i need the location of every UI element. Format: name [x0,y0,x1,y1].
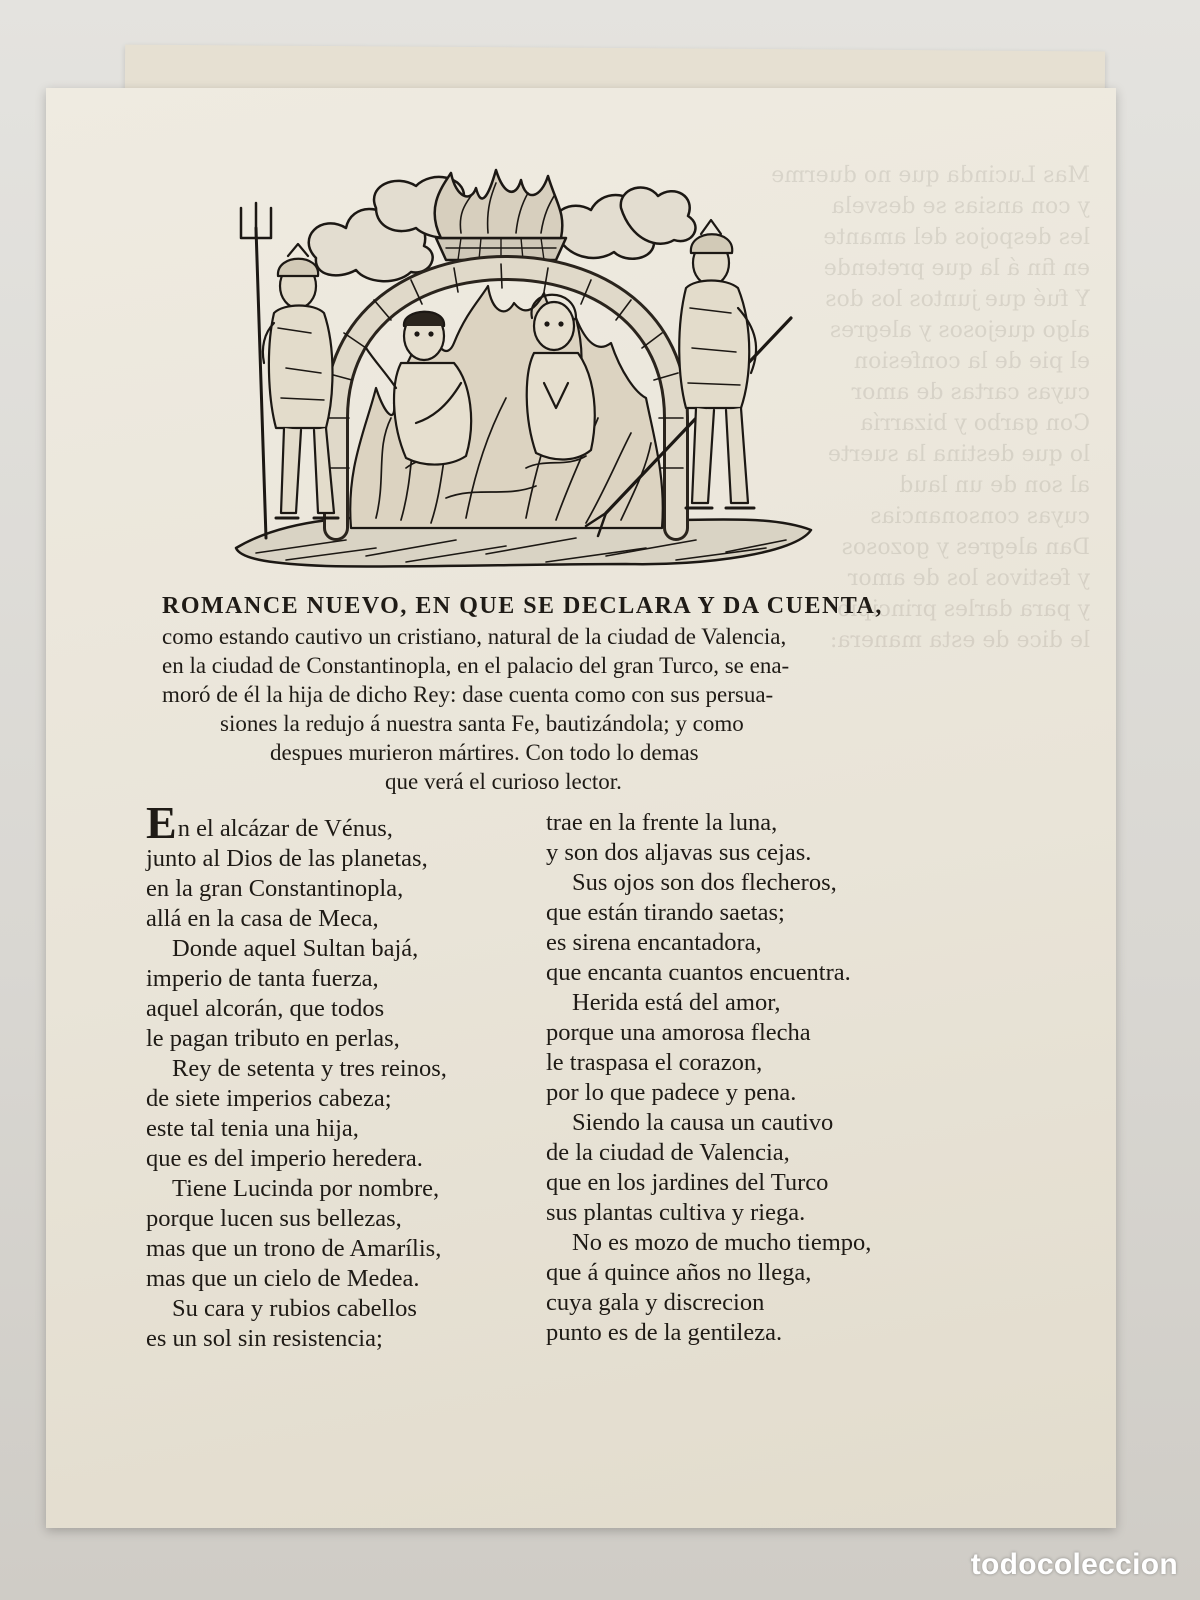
woodcut-illustration [226,168,816,576]
watermark-logo: todocoleccion [970,1548,1178,1581]
verse-line: Tiene Lucinda por nombre, [172,1175,440,1202]
verse-line: sus plantas cultiva y riega. [546,1199,806,1226]
verse-line: que están tirando saetas; [546,899,785,926]
verse-line: allá en la casa de Meca, [146,905,379,932]
title-line-5: despues murieron mártires. Con todo lo demas [270,740,699,765]
verse-line: mas que un cielo de Medea. [146,1265,420,1292]
document-title [150,590,910,796]
verse-line: Siendo la causa un cautivo [572,1109,834,1136]
verse-line: Donde aquel Sultan bajá, [172,935,419,962]
verse-column-right [546,808,926,1348]
verse-line: mas que un trono de Amarílis, [146,1235,442,1262]
verse-line: junto al Dios de las planetas, [146,845,428,872]
verse-line: que encanta cuantos encuentra. [546,959,851,986]
verse-line: trae en la frente la luna, [546,809,778,836]
verse-column-left [146,797,506,1354]
title-line-1: como estando cautivo un cristiano, natural de la ciudad de Valencia, [162,624,787,649]
verse-line: y son dos aljavas sus cejas. [546,839,812,866]
verse-line: porque lucen sus bellezas, [146,1205,402,1232]
drop-cap: E [146,797,177,848]
verse-line: por lo que padece y pena. [546,1079,797,1106]
verse-line: Herida está del amor, [572,989,781,1016]
verse-line: que en los jardines del Turco [546,1169,829,1196]
verse-line: No es mozo de mucho tiempo, [572,1229,872,1256]
title-heading: ROMANCE NUEVO, EN QUE SE DECLARA Y DA CUENTA, [162,593,883,619]
title-line-6: que verá el curioso lector. [385,769,622,794]
verse-line: que á quince años no llega, [546,1259,812,1286]
bleed-through-text: Mas Lucinda que no duerme y con ansias se desvela les despojos del amante en fin á la que pretende Y fué que juntos los dos algo quejosos y alegres el pie de la confesion cuyas cartas de amor Con garbo y bizarría lo que destina la suerte al son de un laud cuyas consonancias Dan alegres y gozosos y festivos los de amor y para darles principio le dice de esta manera: [771,163,1090,653]
verse-line: le traspasa el corazon, [546,1049,763,1076]
title-line-4: siones la redujo á nuestra santa Fe, bautizándola; y como [220,711,744,736]
verse-line: es un sol sin resistencia; [146,1325,383,1352]
verse-line: punto es de la gentileza. [546,1319,783,1346]
verse-line: este tal tenia una hija, [146,1115,359,1142]
verse-line: es sirena encantadora, [546,929,762,956]
verse-line: Sus ojos son dos flecheros, [572,869,837,896]
verse-line: de la ciudad de Valencia, [546,1139,790,1166]
verse-line: imperio de tanta fuerza, [146,965,379,992]
verse-line: le pagan tributo en perlas, [146,1025,400,1052]
verse-line: cuya gala y discrecion [546,1289,765,1316]
verse-line [146,797,506,848]
first-verse-text: n el alcázar de Vénus, [177,815,393,842]
verse-line: en la gran Constantinopla, [146,875,404,902]
verse-line: Su cara y rubios cabellos [172,1295,417,1322]
verse-line: de siete imperios cabeza; [146,1085,392,1112]
verse-line: aquel alcorán, que todos [146,995,385,1022]
title-line-2: en la ciudad de Constantinopla, en el palacio del gran Turco, se ena- [162,653,790,678]
verse-line: Rey de setenta y tres reinos, [172,1055,447,1082]
verse-line: que es del imperio heredera. [146,1145,423,1172]
title-line-3: moró de él la hija de dicho Rey: dase cuenta como con sus persua- [162,682,774,707]
verse-line: porque una amorosa flecha [546,1019,811,1046]
